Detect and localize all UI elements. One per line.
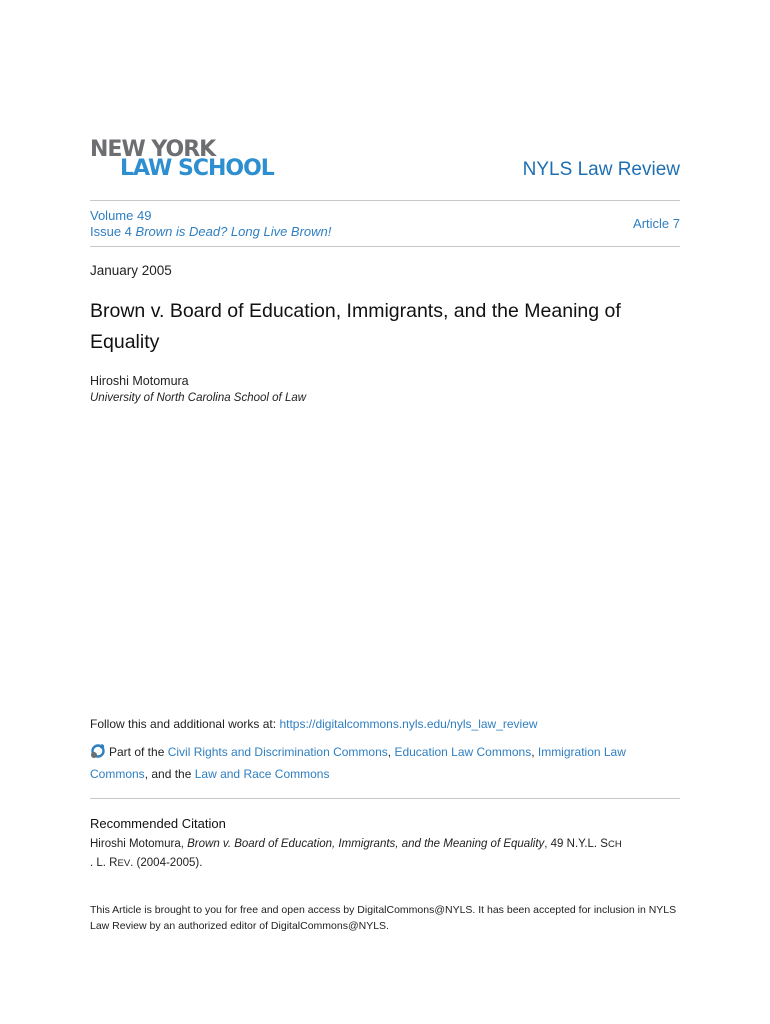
- header-divider: [90, 200, 680, 201]
- title-rest: , Immigrants, and the Meaning of Equality: [90, 300, 621, 353]
- issue-title: Brown is Dead? Long Live Brown!: [135, 224, 332, 239]
- article-number-link[interactable]: Article 7: [633, 216, 680, 231]
- education-law-commons-link[interactable]: Education Law Commons: [394, 745, 532, 759]
- citation-author: Hiroshi Motomura,: [90, 838, 188, 850]
- bepress-network-icon: [90, 743, 106, 759]
- meta-divider: [90, 246, 680, 247]
- separator-3: , and the: [144, 767, 195, 781]
- citation-year: . (2004-2005).: [130, 857, 203, 869]
- part-of-line: [90, 741, 680, 785]
- journal-name-link[interactable]: NYLS Law Review: [522, 159, 680, 180]
- volume-link[interactable]: Volume 49: [90, 208, 152, 223]
- follow-prefix: Follow this and additional works at:: [90, 717, 280, 731]
- citation-smallcaps-1: CH: [607, 839, 622, 850]
- issue-link[interactable]: [90, 224, 331, 240]
- author-affiliation: University of North Carolina School of Law: [90, 392, 307, 404]
- citation-divider: [90, 798, 680, 799]
- logo-line-1: NEW YORK: [90, 137, 216, 162]
- citation-smallcaps-2: EV: [117, 858, 131, 869]
- title-case-name: Brown v. Board of Education: [90, 300, 336, 322]
- immigration-law-commons-link[interactable]: Immigration Law Commons: [90, 745, 626, 781]
- law-and-race-commons-link[interactable]: Law and Race Commons: [194, 767, 330, 781]
- citation-text: [90, 835, 680, 873]
- separator-1: ,: [387, 745, 395, 759]
- issue-number: Issue 4: [90, 224, 132, 239]
- repository-url-link[interactable]: https://digitalcommons.nyls.edu/nyls_law_review: [279, 717, 538, 731]
- citation-title: Brown v. Board of Education, Immigrants, and the Meaning of Equality: [187, 838, 545, 850]
- separator-2: ,: [531, 745, 538, 759]
- article-title: [90, 296, 680, 358]
- logo-line-2: LAW SCHOOL: [120, 156, 274, 181]
- citation-line2-prefix: . L. R: [90, 857, 118, 869]
- citation-volume: , 49 N.Y.L. S: [544, 838, 608, 850]
- publication-date: January 2005: [90, 263, 172, 278]
- part-of-prefix: Part of the: [109, 745, 168, 759]
- citation-heading: Recommended Citation: [90, 816, 226, 831]
- follow-line: [90, 717, 538, 731]
- access-notice: This Article is brought to you for free and open access by DigitalCommons@NYLS. It has been accepted for inclusion in NYLS Law Review by an authorized editor of DigitalCommons@NYLS.: [90, 904, 677, 932]
- school-logo[interactable]: [90, 139, 300, 183]
- author-name: Hiroshi Motomura: [90, 374, 189, 388]
- civil-rights-commons-link[interactable]: Civil Rights and Discrimination Commons: [167, 745, 388, 759]
